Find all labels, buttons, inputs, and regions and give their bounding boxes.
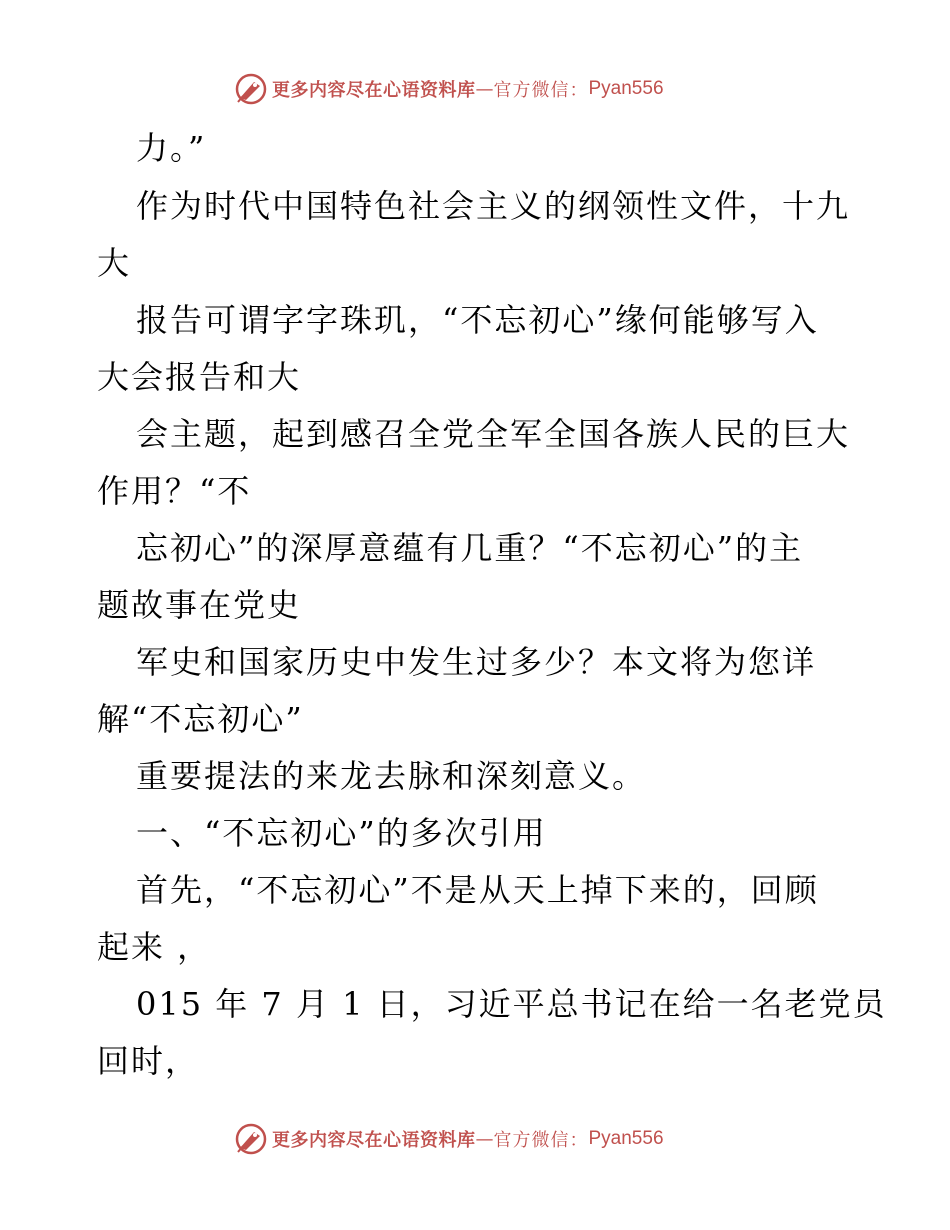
text-line-3: 大 (97, 244, 132, 282)
text-line-7: 作用？“不 (97, 472, 252, 510)
watermark-wechat-id: Pyan556 (588, 78, 664, 99)
text-line-6: 会主题，起到感召全党全军全国各族人民的巨大 (136, 415, 851, 453)
text-line-1: 力。” (136, 129, 207, 167)
watermark-dash: — (475, 78, 494, 100)
text-line-2: 作为时代中国特色社会主义的纲领性文件，十九 (136, 187, 851, 225)
text-line-5: 大会报告和大 (97, 358, 302, 396)
text-line-15: 起来 ， (97, 928, 212, 966)
text-line-4: 报告可谓字字珠玑，“不忘初心”缘何能够写入 (136, 301, 819, 339)
text-line-12: 重要提法的来龙去脉和深刻意义。 (136, 757, 647, 795)
text-line-8: 忘初心”的深厚意蕴有几重？“不忘初心”的主 (136, 529, 804, 567)
text-line-16: 015 年 7 月 1 日，习近平总书记在给一名老党员 (136, 985, 887, 1023)
header-watermark (234, 72, 664, 106)
pen-nib-logo-icon (234, 1122, 268, 1156)
text-line-11: 解“不忘初心” (97, 700, 304, 738)
watermark-brand-text: 更多内容尽在心语资料库 (272, 80, 476, 101)
text-line-17: 回时， (97, 1042, 200, 1080)
text-line-14: 首先，“不忘初心”不是从天上掉下来的，回顾 (136, 871, 819, 909)
footer-watermark (234, 1122, 664, 1156)
watermark-brand-text: 更多内容尽在心语资料库 (272, 1130, 476, 1151)
watermark-label: 官方微信： (493, 80, 589, 101)
text-line-9: 题故事在党史 (97, 586, 302, 624)
watermark-label: 官方微信： (493, 1130, 589, 1151)
watermark-wechat-id: Pyan556 (588, 1128, 664, 1149)
section-heading: 一、“不忘初心”的多次引用 (136, 814, 547, 852)
watermark-dash: — (475, 1128, 494, 1150)
pen-nib-logo-icon (234, 72, 268, 106)
text-line-10: 军史和国家历史中发生过多少？本文将为您详 (136, 643, 817, 681)
